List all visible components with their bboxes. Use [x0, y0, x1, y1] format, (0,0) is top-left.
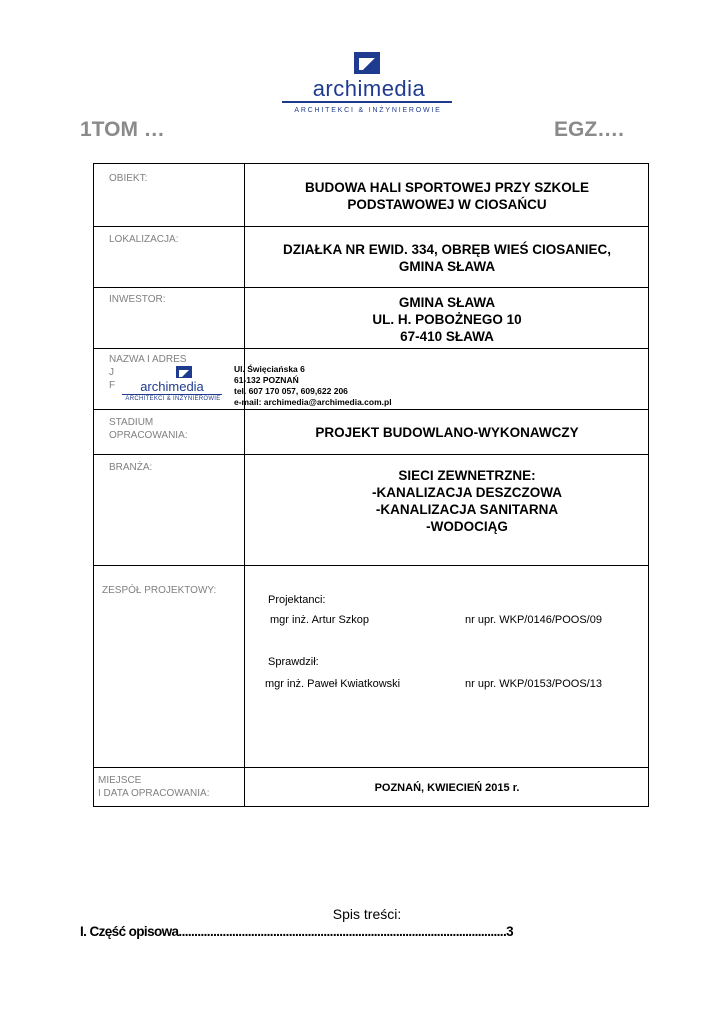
zespol-label: ZESPÓŁ PROJEKTOWY: — [102, 585, 217, 596]
lokalizacja-label: LOKALIZACJA: — [109, 234, 179, 245]
archimedia-logo-mark — [354, 52, 380, 74]
row-divider — [94, 348, 648, 349]
egz-label: EGZ…. — [554, 118, 625, 141]
row-divider — [94, 454, 648, 455]
miejsce-value: POZNAŃ, KWIECIEŃ 2015 r. — [374, 782, 520, 794]
archimedia-small-logo-text: archimedia — [140, 379, 204, 394]
projektant-license: nr upr. WKP/0146/POOS/09 — [465, 614, 602, 626]
branza-value: SIECI ZEWNETRZNE: -KANALIZACJA DESZCZOWA -KANALIZACJA SANITARNA -WODOCIĄG — [372, 468, 562, 534]
archimedia-small-logo-subtitle: ARCHITEKCI & INŻYNIEROWIE — [125, 396, 221, 402]
address-street: Ul. Święciańska 6 — [234, 364, 305, 374]
row-divider — [94, 767, 648, 768]
toc-item-czesc-opisowa: I. Część opisowa........................................................................................................3 — [80, 924, 514, 939]
obiekt-label: OBIEKT: — [109, 173, 148, 184]
sprawdzil-name: mgr inż. Paweł Kwiatkowski — [265, 678, 401, 690]
row-divider — [94, 226, 648, 227]
title-block-table — [93, 163, 649, 807]
sprawdzil-label: Sprawdził: — [268, 656, 319, 668]
nazwa-label-j: J — [109, 367, 114, 378]
address-email: e-mail: archimedia@archimedia.com.pl — [234, 397, 392, 407]
sprawdzil-license: nr upr. WKP/0153/POOS/13 — [465, 678, 602, 690]
miejsce-label: MIEJSCE I DATA OPRACOWANIA: — [98, 775, 210, 799]
tom-label: 1TOM … — [80, 118, 165, 141]
address-city: 61-132 POZNAŃ — [234, 375, 299, 385]
nazwa-label: NAZWA I ADRES — [109, 354, 187, 365]
small-logo-underline — [122, 394, 222, 395]
stadium-label: STADIUM OPRACOWANIA: — [109, 417, 188, 441]
archimedia-logo-subtitle: ARCHITEKCI & INŻYNIEROWIE — [294, 107, 442, 114]
projektanci-label: Projektanci: — [268, 594, 326, 606]
address-phone: tel. 607 170 057, 609,622 206 — [234, 386, 348, 396]
stadium-value: PROJEKT BUDOWLANO-WYKONAWCZY — [315, 425, 579, 440]
toc-title: Spis treści: — [332, 906, 402, 922]
archimedia-small-logo-mark — [176, 366, 192, 378]
inwestor-label: INWESTOR: — [109, 294, 166, 305]
row-divider — [94, 565, 648, 566]
obiekt-value: BUDOWA HALI SPORTOWEJ PRZY SZKOLE PODSTAWOWEJ W CIOSAŃCU — [304, 180, 590, 212]
lokalizacja-value: DZIAŁKA NR EWID. 334, OBRĘB WIEŚ CIOSANIEC, GMINA SŁAWA — [282, 242, 612, 274]
row-divider — [94, 287, 648, 288]
logo-underline — [282, 101, 452, 103]
archimedia-logo-text: archimedia — [312, 76, 426, 101]
nazwa-label-f: F — [109, 380, 116, 391]
inwestor-value: GMINA SŁAWA UL. H. POBOŻNEGO 10 67-410 SŁAWA — [372, 295, 522, 344]
branza-label: BRANŻA: — [109, 462, 153, 473]
row-divider — [94, 409, 648, 410]
projektant-name: mgr inż. Artur Szkop — [270, 614, 370, 626]
